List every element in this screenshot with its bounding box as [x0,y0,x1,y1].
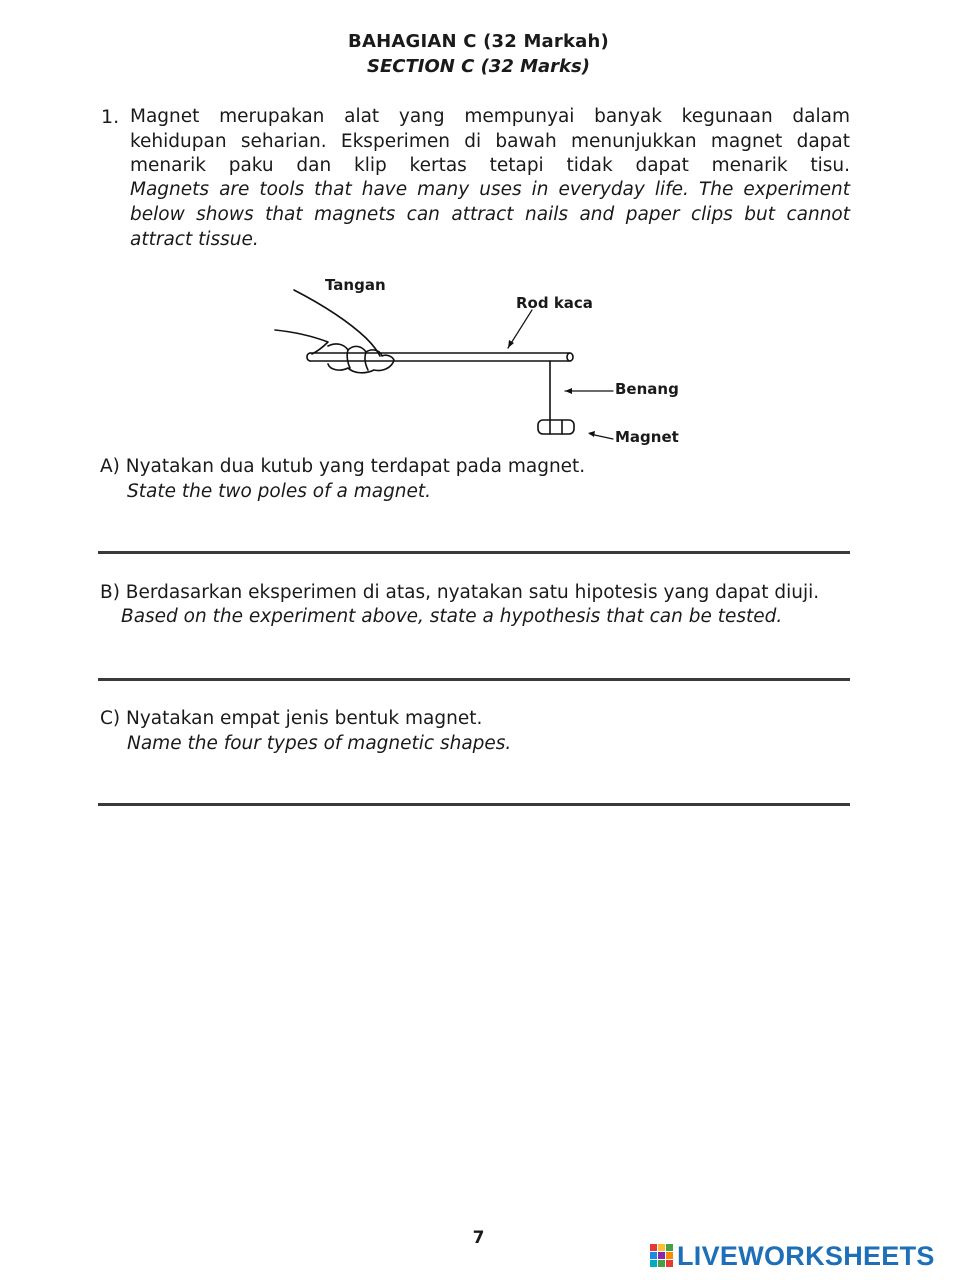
hand-fingers [328,344,394,373]
experiment-diagram [270,268,700,453]
intro-en-line-1: Magnets are tools that have many uses in everyday life. The experiment [130,179,850,200]
part-a-question-en: State the two poles of a magnet. [127,481,432,502]
hand-lower [275,330,328,354]
question-number: 1. [101,106,120,128]
label-rod: Rod kaca [516,294,593,312]
part-c-question-bm: C) Nyatakan empat jenis bentuk magnet. [100,708,483,729]
intro-en-line-2: below shows that magnets can attract nails and paper clips but cannot [130,204,850,225]
brand-text: LIVEWORKSHEETS [677,1240,935,1271]
intro-bm-line-2: kehidupan seharian. Eksperimen di bawah menunjukkan magnet dapat [130,131,850,152]
part-a-question-bm: A) Nyatakan dua kutub yang terdapat pada magnet. [100,456,586,477]
liveworksheets-logo[interactable] [650,1240,935,1272]
label-thread: Benang [615,380,679,398]
part-a-answer-line[interactable] [98,551,850,554]
section-title-en: SECTION C (32 Marks) [367,56,590,77]
part-b-answer-line[interactable] [98,678,850,681]
intro-bm-line-1: Magnet merupakan alat yang mempunyai banyak kegunaan dalam [130,106,850,127]
hand-outline [294,290,380,356]
section-title-bm: BAHAGIAN C (32 Markah) [348,31,609,52]
label-hand: Tangan [325,276,386,294]
magnet-shape [538,420,574,434]
page-number: 7 [472,1228,485,1248]
part-b-question-bm: B) Berdasarkan eksperimen di atas, nyatakan satu hipotesis yang dapat diuji. [100,582,820,603]
part-c-answer-line[interactable] [98,803,850,806]
part-c-question-en: Name the four types of magnetic shapes. [127,733,512,754]
intro-en-line-3: attract tissue. [130,229,259,250]
glass-rod [310,353,570,361]
label-magnet: Magnet [615,428,679,446]
liveworksheets-logo-icon [650,1244,674,1268]
part-b-question-en: Based on the experiment above, state a hypothesis that can be tested. [121,606,783,627]
intro-bm-line-3: menarik paku dan klip kertas tetapi tidak dapat menarik tisu. [130,155,850,176]
